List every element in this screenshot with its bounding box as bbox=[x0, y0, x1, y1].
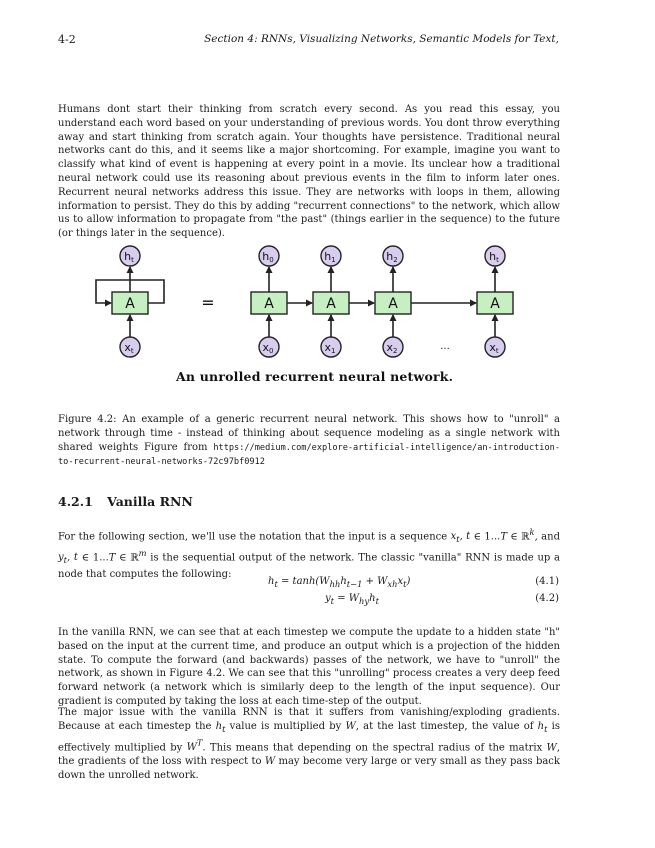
figure-caption bbox=[58, 413, 560, 469]
page-number: 4-2 bbox=[58, 33, 76, 46]
gradients-text-d: is effectively multiplied by bbox=[58, 720, 561, 753]
unrolled-cell-2-label: A bbox=[388, 296, 398, 312]
output-node-1-label: h1 bbox=[324, 250, 336, 264]
section-number: 4.2.1 bbox=[58, 494, 93, 509]
rolled-input-node-label: xt bbox=[124, 341, 134, 355]
gradients-text-c: , at the last timestep, the value of bbox=[355, 720, 534, 732]
section-title: Vanilla RNN bbox=[107, 494, 193, 509]
unrolled-cell-3-label: A bbox=[490, 296, 500, 312]
gradients-text-f: , the gradients of the loss with respect to bbox=[58, 741, 561, 767]
paragraph-intro: Humans dont start their thinking from scratch every second. As you read this essay, you understand each word based on your understanding of previous words. You dont throw everything away and start thinking from scratch again. Your thoughts have persistence. Traditional neural networks cant do this, and it seems like a major shortcoming. For example, imagine you want to classify what kind of event is happening at every point in a movie. Its unclear how a traditional neural network could use its reasoning about previous events in the film to inform later ones. Recurrent neural networks address this issue. They are networks with loops in them, allowing information to persist. They do this by adding "recurrent connections" to the network, which allow us to allow information to propagate from "the past" (things earlier in the sequence) to the future (or things later in the sequence). bbox=[58, 104, 560, 240]
input-node-3-label: xt bbox=[489, 341, 499, 355]
gradients-text-b: value is multiplied by bbox=[229, 720, 342, 732]
paragraph-gradients: The major issue with the vanilla RNN is that it suffers from vanishing/exploding gradients. Because at each timestep the $h_t$ value is multiplied by W, at the last timestep, the value of $h_t$ is effectively multiplied by $W^T$. This means that depending on the spectral radius of the matrix W, the gradients of the loss with respect to W may become very large or very small as they pass back down the unrolled network. bbox=[58, 707, 561, 781]
equation-4-2: $y_t = W_{hy}h_t$ bbox=[325, 593, 379, 606]
section-heading bbox=[58, 494, 193, 509]
running-header-title: Section 4: RNNs, Visualizing Networks, Semantic Models for Text, bbox=[204, 33, 559, 45]
paragraph-notation: For the following section, we'll use the notation that the input is a sequence $x_t$, t ∈ 1...T ∈ ℝ$^k$, and $y_t$, t ∈ 1...T ∈ ℝ$^m$ is the sequential output of the network. The classic "vanilla" RNN is made up a node that computes the following: bbox=[58, 527, 560, 581]
input-node-0-label: x0 bbox=[262, 341, 274, 355]
rolled-cell-label: A bbox=[125, 296, 135, 312]
rolled-output-node-label: ht bbox=[124, 250, 134, 264]
notation-text-1: For the following section, we'll use the notation that the input is a sequence bbox=[58, 531, 448, 543]
gradients-text-e: . This means that depending on the spectral radius of the matrix bbox=[202, 741, 543, 753]
equation-number-4-1: (4.1) bbox=[535, 576, 559, 587]
input-node-1-label: x1 bbox=[324, 341, 336, 355]
caption-label: Figure 4.2: bbox=[58, 414, 117, 425]
notation-text-2: , and bbox=[534, 531, 560, 543]
caption-text: An example of a generic recurrent neural network. This shows how to "unroll" a network through time - instead of thinking about sequence modeling as a single network with shared weights Figure from bbox=[58, 414, 560, 453]
rnn-diagram bbox=[87, 240, 527, 365]
output-node-2-label: h2 bbox=[386, 250, 398, 264]
ellipsis: ... bbox=[440, 341, 450, 352]
gradients-text-g: may become very large or very small as they pass back down the unrolled network. bbox=[58, 755, 560, 781]
equals-sign: = bbox=[201, 293, 215, 312]
notation-text-3: is the sequential output of the network. The classic "vanilla" RNN is made up a node that computes the following: bbox=[58, 552, 560, 581]
figure-title: An unrolled recurrent neural network. bbox=[176, 369, 454, 384]
output-node-0-label: h0 bbox=[262, 250, 274, 264]
equation-4-1: $h_t = \tanh(W_{hh}h_{t-1} + W_{xh}x_t)$ bbox=[268, 576, 411, 589]
equation-number-4-2: (4.2) bbox=[535, 593, 559, 604]
paragraph-vanilla-rnn: In the vanilla RNN, we can see that at each timestep we compute the update to a hidden state "h" based on the input at the current time, and produce an output which is a projection of the hidden state. To compute the forward (and backwards) passes of the network, we have to "unroll" the network, as shown in Figure 4.2. We can see that this "unrolling" process creates a very deep feed forward network (a network which is similarly deep to the length of the input sequence). Our gradient is computed by taking the loss at each time-step of the output. bbox=[58, 627, 560, 707]
unrolled-cell-1-label: A bbox=[326, 296, 336, 312]
unrolled-cell-0-label: A bbox=[264, 296, 274, 312]
output-node-3-label: ht bbox=[489, 250, 499, 264]
input-node-2-label: x2 bbox=[386, 341, 398, 355]
gradients-text-a: The major issue with the vanilla RNN is that it suffers from vanishing/exploding gradients. Because at each timestep the bbox=[58, 707, 560, 732]
caption-url-link[interactable]: https://medium.com/explore-artificial-intelligence/an-introduction-to-recurrent-neural-networks-72c97bf0912 bbox=[58, 443, 560, 467]
